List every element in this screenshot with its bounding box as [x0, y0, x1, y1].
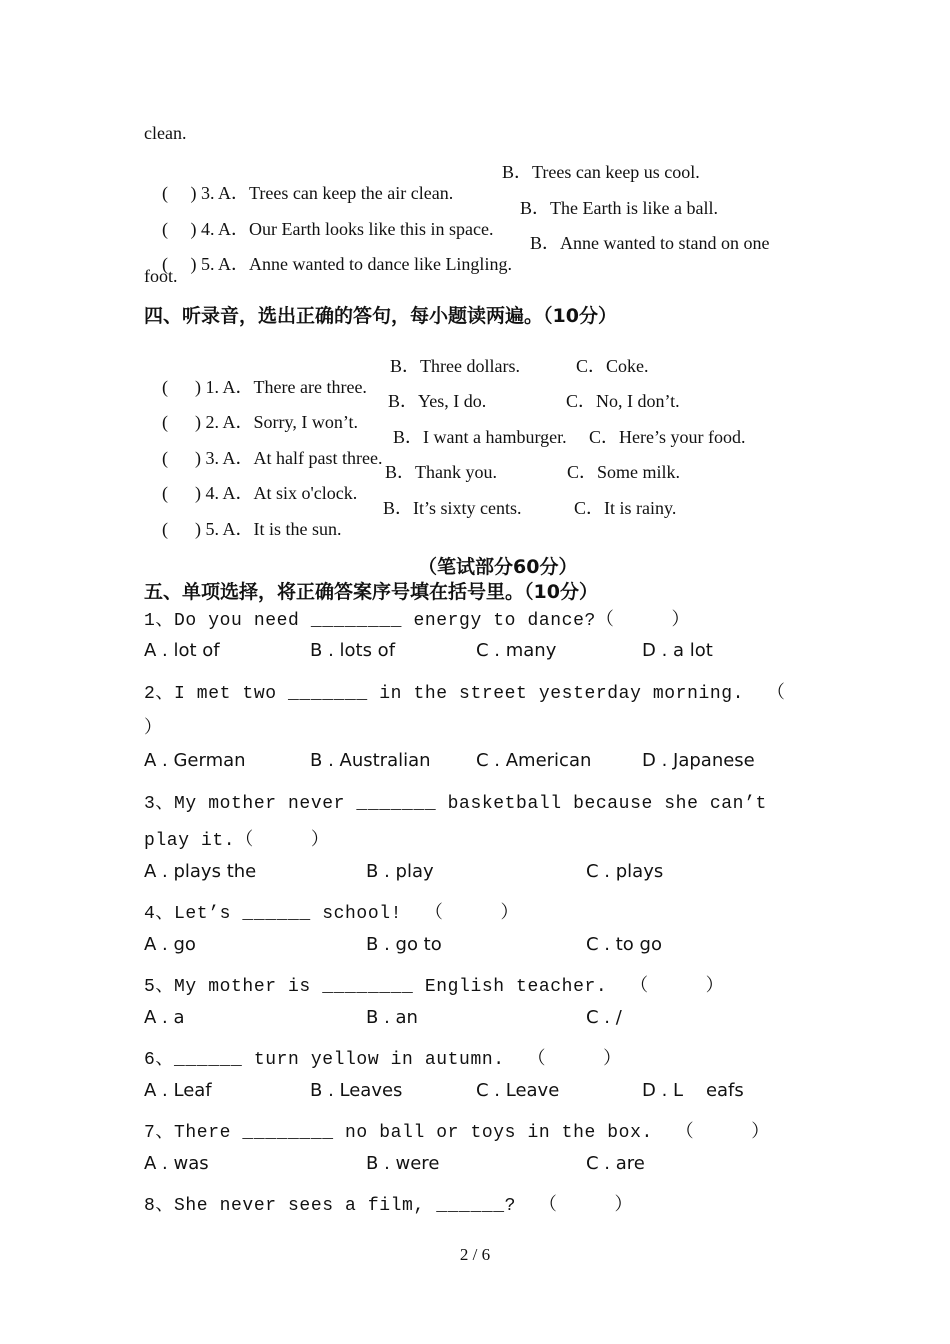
listening3-q3: ( ) 3. A．Trees can keep the air clean. B．Trees can keep us cool. [162, 162, 700, 203]
question-7: 7、There ________ no ball or toys in the box. （ ） [144, 1123, 770, 1143]
answer-bracket: ( ) [162, 219, 201, 239]
question-3-options: A . plays the B . play C . plays [144, 861, 664, 882]
question-1: 1、Do you need ________ energy to dance?（ ） [144, 611, 691, 631]
listening3-q4: ( ) 4. A．Our Earth looks like this in space. B．The Earth is like a ball. [162, 198, 718, 239]
question-4: 4、Let’s ______ school! （ ） [144, 904, 520, 924]
listening4-q1: ( ) 1. A．There are three. B．Three dollars. C．Coke. [162, 356, 649, 397]
question-5-options: A . a B . an C . / [144, 1007, 622, 1028]
section4-heading: 四、听录音，选出正确的答句，每小题读两遍。（10分） [144, 305, 617, 327]
wrap-text: foot. [144, 266, 178, 286]
question-6-options: A . Leaf B . Leaves C . Leave D . L eafs [144, 1080, 744, 1101]
question-7-options: A . was B . were C . are [144, 1153, 645, 1174]
listening4-q4: ( ) 4. A．At six o'clock. B．Thank you. C．Some milk. [162, 462, 681, 503]
answer-bracket: ( ) [162, 183, 201, 203]
question-6: 6、______ turn yellow in autumn. （ ） [144, 1050, 622, 1070]
listening4-q2: ( ) 2. A．Sorry, I won’t. B．Yes, I do. C．No, I don’t. [162, 391, 680, 432]
listening4-q3: ( ) 3. A．At half past three. B．I want a hamburger. C．Here’s your food. [162, 427, 746, 468]
written-part-title: （笔试部分60分） [418, 556, 578, 578]
question-1-options: A . lot of B . lots of C . many D . a lot [144, 640, 713, 661]
question-2-options: A . German B . Australian C . American D . Japanese [144, 750, 755, 771]
answer-bracket: ( ) [162, 254, 201, 274]
question-2-wrap: ） [144, 719, 163, 739]
question-3-wrap: play it.（ ） [144, 831, 330, 851]
section5-heading: 五、单项选择，将正确答案序号填在括号里。（10分） [144, 581, 598, 603]
listening3-q5: ( ) 5. A．Anne wanted to dance like Lingling. B．Anne wanted to stand on one [162, 233, 770, 274]
question-4-options: A . go B . go to C . to go [144, 934, 662, 955]
question-8: 8、She never sees a film, ______? （ ） [144, 1196, 634, 1216]
question-2: 2、I met two _______ in the street yesterday morning. （ [144, 684, 786, 704]
continuation-text: clean. [144, 123, 187, 143]
page-number: 2 / 6 [459, 1245, 491, 1264]
listening4-q5: ( ) 5. A．It is the sun. B．It’s sixty cents. C．It is rainy. [162, 498, 677, 539]
question-5: 5、My mother is ________ English teacher. （ ） [144, 977, 725, 997]
question-3: 3、My mother never _______ basketball because she can’t [144, 794, 767, 814]
